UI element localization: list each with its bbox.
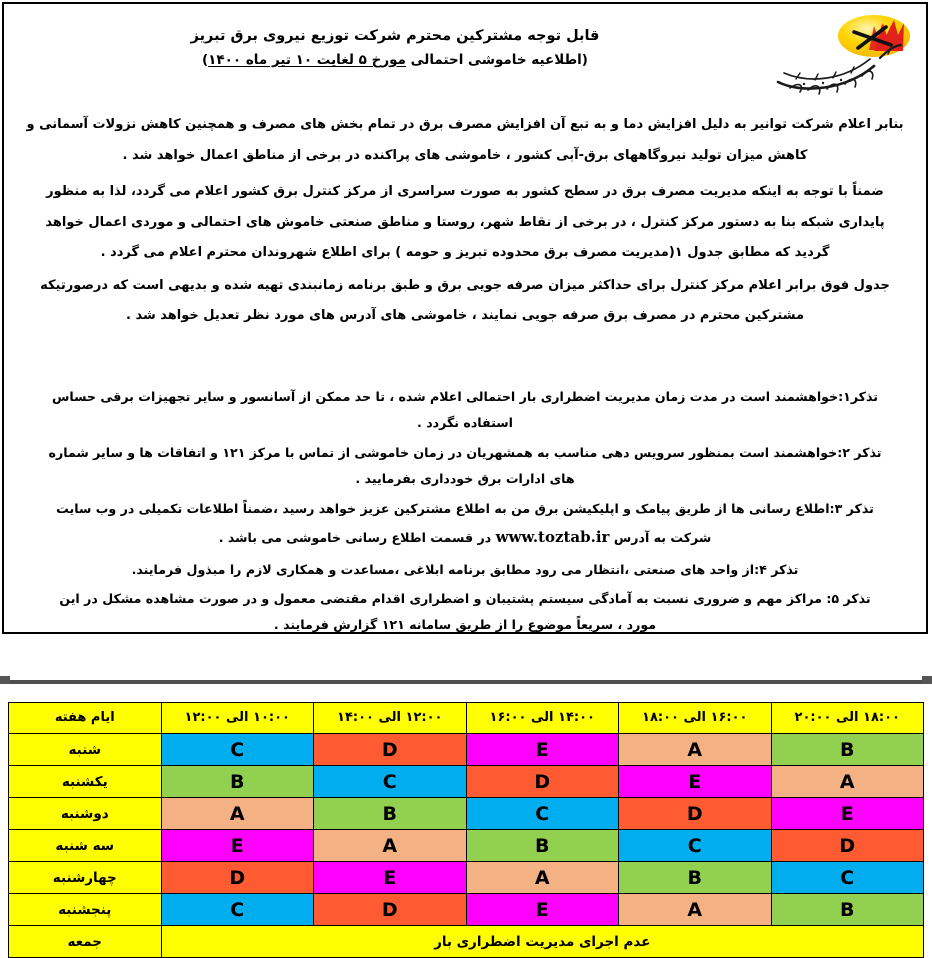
schedule-cell-group-d: D <box>161 862 314 894</box>
schedule-cell-group-c: C <box>314 766 467 798</box>
page-title: قابل توجه مشترکین محترم شرکت توزیع نیروی برق تبریز <box>190 28 600 44</box>
day-label-cell: جمعه <box>9 926 162 958</box>
note-item: تذکر ۲:خواهشمند است بمنظور سرویس دهی مناسب به همشهریان در زمان خاموشی از تماس با مرکز ۱۲۱ و اتفاقات ها و سایر شماره های ادارات برق خودداری بفرمایید . <box>48 444 882 487</box>
schedule-cell-group-e: E <box>161 830 314 862</box>
paragraph-1: بنابر اعلام شرکت توانیر به دلیل افزایش دما و به تبع آن افزایش مصرف برق در تمام بخش های مصرف و همچنین کاهش نزولات آسمانی و کاهش میزان تولید نیروگاههای برق-آبی کشور ، خاموشی های پراکنده در برخی از مناطق اعمال خواهد شد . <box>26 117 904 163</box>
company-website-link[interactable]: www.toztab.ir <box>495 528 610 547</box>
note-item <box>44 496 886 554</box>
note-item: تذکر ۵: مراکز مهم و ضروری نسبت به آمادگی سیستم پشتیبان و اضطراری اقدام مقتضی معمول و در صورت مشاهده مشکل در این مورد ، سریعاً موضوع را از طریق سامانه ۱۲۱ گزارش فرمایند . <box>59 590 871 633</box>
day-label-cell: سه شنبه <box>9 830 162 862</box>
schedule-cell-group-b: B <box>161 766 314 798</box>
paragraph-2: ضمناً با توجه به اینکه مدیریت مصرف برق در سطح کشور به صورت سراسری از مرکز کنترل برق کشور اعلام می گردد، لذا به منظور پایداری شبکه بنا به دستور مرکز کنترل ، در برخی از نقاط شهر، روستا و مناطق صنعتی خاموش های احتمالی و موردی اعمال خواهد گردید که مطابق جدول ۱(مدیریت مصرف برق محدوده تبریز و حومه ) برای اطلاع شهروندان محترم اعلام می گردد . <box>45 184 885 261</box>
note-text-after-url: در قسمت اطلاع رسانی خاموشی می باشد . <box>218 530 496 546</box>
column-header-day: ایام هفته <box>9 703 162 734</box>
document-title-block <box>4 26 926 73</box>
schedule-cell-group-a: A <box>619 734 772 766</box>
table-row <box>9 862 924 894</box>
friday-no-outage-note: عدم اجرای مدیریت اضطراری بار <box>161 926 924 958</box>
table-body <box>9 734 924 958</box>
column-header-slot-1: ۱۰:۰۰ الی ۱۲:۰۰ <box>161 703 314 734</box>
schedule-cell-group-c: C <box>619 830 772 862</box>
table-header-row <box>9 703 924 734</box>
schedule-cell-group-b: B <box>466 830 619 862</box>
column-header-slot-3: ۱۴:۰۰ الی ۱۶:۰۰ <box>466 703 619 734</box>
schedule-cell-group-d: D <box>314 894 467 926</box>
column-header-slot-5: ۱۸:۰۰ الی ۲۰:۰۰ <box>771 703 924 734</box>
day-label-cell: دوشنبه <box>9 798 162 830</box>
separator-rule <box>10 680 922 684</box>
table-row <box>9 798 924 830</box>
day-label-cell: یکشنبه <box>9 766 162 798</box>
table-row <box>9 894 924 926</box>
announcement-panel <box>2 2 928 634</box>
schedule-cell-group-e: E <box>619 766 772 798</box>
subtitle-prefix: (اطلاعیه خاموشی احتمالی <box>405 51 588 68</box>
schedule-cell-group-a: A <box>466 862 619 894</box>
table-row <box>9 766 924 798</box>
schedule-cell-group-b: B <box>771 734 924 766</box>
separator-bar-left <box>0 676 10 684</box>
separator-strip <box>0 636 932 698</box>
note-item: تذکر۱:خواهشمند است در مدت زمان مدیریت اضطراری بار احتمالی اعلام شده ، تا حد ممکن از آسانسور و سایر تجهیزات برقی حساس استفاده نگردد . <box>51 388 879 431</box>
note-item: تذکر ۴:از واحد های صنعتی ،انتظار می رود مطابق برنامه ابلاغی ،مساعدت و همکاری لازم را مبذول فرمایند. <box>131 561 799 577</box>
day-label-cell: شنبه <box>9 734 162 766</box>
schedule-cell-group-c: C <box>466 798 619 830</box>
schedule-cell-group-d: D <box>466 766 619 798</box>
column-header-slot-4: ۱۶:۰۰ الی ۱۸:۰۰ <box>619 703 772 734</box>
outage-schedule-table <box>8 702 924 958</box>
schedule-cell-group-e: E <box>466 734 619 766</box>
paragraph-3: جدول فوق برابر اعلام مرکز کنترل برای حداکثر میزان صرفه جویی برق و طبق برنامه زمانبندی تهیه شده و بدیهی است که درصورتیکه مشترکین محترم در مصرف برق صرفه جویی نمایند ، خاموشی های آدرس های مورد نظر تعدیل خواهد شد . <box>40 277 890 324</box>
schedule-cell-group-c: C <box>771 862 924 894</box>
schedule-cell-group-b: B <box>314 798 467 830</box>
table-row <box>9 926 924 958</box>
document-header <box>4 4 926 102</box>
table-row <box>9 734 924 766</box>
schedule-cell-group-c: C <box>161 894 314 926</box>
schedule-cell-group-a: A <box>161 798 314 830</box>
document-body <box>4 102 926 668</box>
subtitle-suffix: ) <box>202 51 209 68</box>
column-header-slot-2: ۱۲:۰۰ الی ۱۴:۰۰ <box>314 703 467 734</box>
schedule-cell-group-a: A <box>314 830 467 862</box>
separator-bar-right <box>922 676 932 684</box>
outage-schedule-table-wrap <box>8 702 924 958</box>
notes-section <box>26 384 904 668</box>
day-label-cell: پنجشنبه <box>9 894 162 926</box>
note-text-before-url: تذکر ۳:اطلاع رسانی ها از طریق پیامک و اپلیکیشن برق من به اطلاع مشترکین عزیز خواهد رسید ،ضمناً اطلاعات تکمیلی در وب سایت شرکت به آدرس <box>56 500 874 546</box>
table-row <box>9 830 924 862</box>
schedule-cell-group-c: C <box>161 734 314 766</box>
schedule-cell-group-d: D <box>314 734 467 766</box>
schedule-cell-group-b: B <box>771 894 924 926</box>
schedule-cell-group-e: E <box>466 894 619 926</box>
schedule-cell-group-a: A <box>619 894 772 926</box>
day-label-cell: چهارشنبه <box>9 862 162 894</box>
schedule-cell-group-d: D <box>619 798 772 830</box>
schedule-cell-group-d: D <box>771 830 924 862</box>
schedule-cell-group-b: B <box>619 862 772 894</box>
body-spacer <box>26 338 904 384</box>
schedule-cell-group-e: E <box>314 862 467 894</box>
subtitle-date-range: مورخ ۵ لغایت ۱۰ تیر ماه ۱۴۰۰ <box>208 51 406 68</box>
schedule-cell-group-e: E <box>771 798 924 830</box>
schedule-cell-group-a: A <box>771 766 924 798</box>
document-subtitle <box>4 48 786 74</box>
